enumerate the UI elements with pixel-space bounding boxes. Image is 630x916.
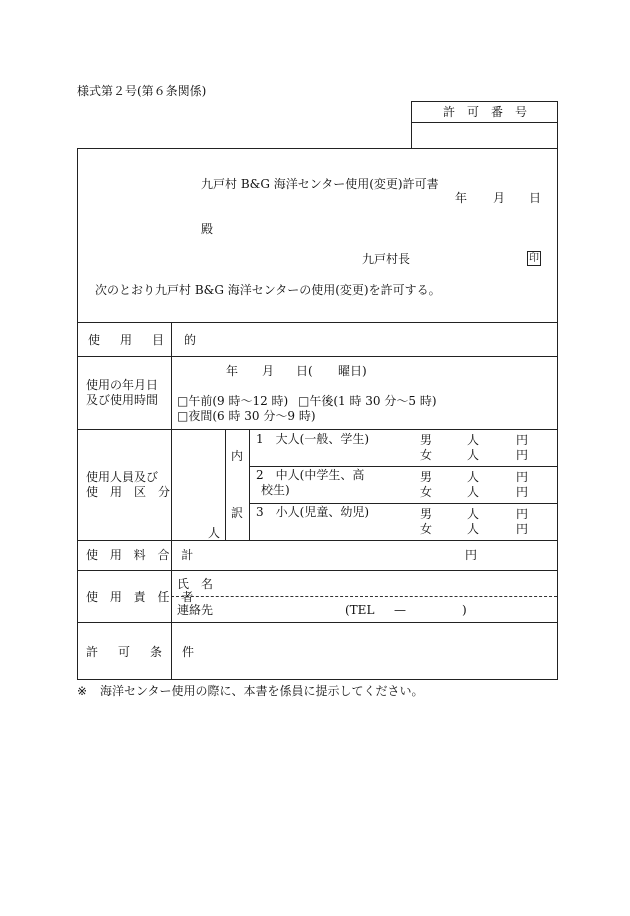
child-female: 女 [420, 522, 433, 536]
category-middle-cont: 校生) [261, 483, 290, 497]
label-datetime-1: 使用の年月日 [86, 378, 159, 392]
label-purpose: 使 用 目 的 [88, 333, 201, 347]
category-middle: 2 中人(中学生、高 [256, 468, 365, 482]
tel-dash: — [394, 603, 406, 617]
middle-female: 女 [420, 485, 433, 499]
frame-left [77, 148, 78, 679]
people-total-unit: 人 [208, 526, 221, 540]
datetime-weekday: 曜日) [338, 364, 367, 378]
label-people-1: 使用人員及び [86, 470, 159, 484]
date-month: 月 [493, 191, 506, 205]
permit-box-mid [411, 122, 557, 123]
permit-box-top [411, 101, 557, 102]
permit-box-left [411, 101, 412, 148]
adult-male-yen: 円 [516, 433, 529, 447]
category-line-1 [249, 466, 557, 467]
row-line-2 [77, 356, 557, 357]
tel-open: (TEL [345, 603, 375, 617]
adult-male: 男 [420, 433, 433, 447]
label-people-2: 使 用 区 分 [86, 485, 171, 499]
adult-male-person: 人 [467, 433, 480, 447]
breakdown-right-line [249, 429, 250, 540]
datetime-day: 日( [296, 364, 313, 378]
document-title: 九戸村 B&G 海洋センター使用(変更)許可書 [201, 177, 439, 191]
issuer: 九戸村長 [362, 252, 411, 266]
footnote-mark: ※ [77, 684, 88, 698]
row-line-4 [77, 540, 557, 541]
child-male: 男 [420, 507, 433, 521]
row-line-5 [77, 570, 557, 571]
category-line-2 [249, 503, 557, 504]
child-male-person: 人 [467, 507, 480, 521]
child-female-person: 人 [467, 522, 480, 536]
adult-female-yen: 円 [516, 448, 529, 462]
datetime-year: 年 [226, 364, 239, 378]
row-line-1 [77, 322, 557, 323]
middle-female-yen: 円 [516, 485, 529, 499]
frame-top [77, 148, 557, 149]
middle-female-person: 人 [467, 485, 480, 499]
breakdown-left-line [225, 429, 226, 540]
responsible-divider [171, 596, 557, 597]
tel-close: ) [462, 603, 467, 617]
middle-male: 男 [420, 470, 433, 484]
frame-bottom [77, 679, 558, 680]
row-line-6 [77, 622, 557, 623]
seal-icon: 印 [529, 253, 539, 264]
datetime-month: 月 [262, 364, 275, 378]
adult-female: 女 [420, 448, 433, 462]
form-number: 様式第２号(第６条関係) [77, 84, 207, 98]
permit-number-label: 許 可 番 号 [443, 105, 528, 119]
label-column-divider [171, 322, 172, 679]
date-day: 日 [529, 191, 542, 205]
category-adult: 1 大人(一般、学生) [256, 432, 369, 446]
label-responsible: 使 用 責 任 者 [86, 590, 198, 604]
date-year: 年 [455, 191, 468, 205]
permit-statement: 次のとおり九戸村 B&G 海洋センターの使用(変更)を許可する。 [95, 283, 441, 297]
adult-female-person: 人 [467, 448, 480, 462]
row-line-3 [77, 429, 557, 430]
fee-unit: 円 [465, 548, 478, 562]
checkbox-morning[interactable]: □午前(9 時～12 時) [177, 394, 289, 408]
footnote: 海洋センター使用の際に、本書を係員に提示してください。 [100, 684, 424, 698]
category-child: 3 小人(児童、幼児) [256, 505, 369, 519]
breakdown-label-2: 訳 [231, 506, 244, 520]
frame-right [557, 101, 558, 679]
responsible-name-label: 氏 名 [177, 577, 214, 591]
checkbox-night[interactable]: □夜間(6 時 30 分～9 時) [177, 409, 316, 423]
middle-male-yen: 円 [516, 470, 529, 484]
responsible-contact-label: 連絡先 [177, 603, 214, 617]
child-male-yen: 円 [516, 507, 529, 521]
checkbox-afternoon[interactable]: □午後(1 時 30 分～5 時) [298, 394, 437, 408]
middle-male-person: 人 [467, 470, 480, 484]
label-datetime-2: 及び使用時間 [86, 393, 159, 407]
label-fee-total: 使 用 料 合 計 [86, 548, 198, 562]
child-female-yen: 円 [516, 522, 529, 536]
label-conditions: 許 可 条 件 [86, 645, 199, 659]
addressee-suffix: 殿 [201, 222, 214, 236]
breakdown-label-1: 内 [231, 449, 244, 463]
